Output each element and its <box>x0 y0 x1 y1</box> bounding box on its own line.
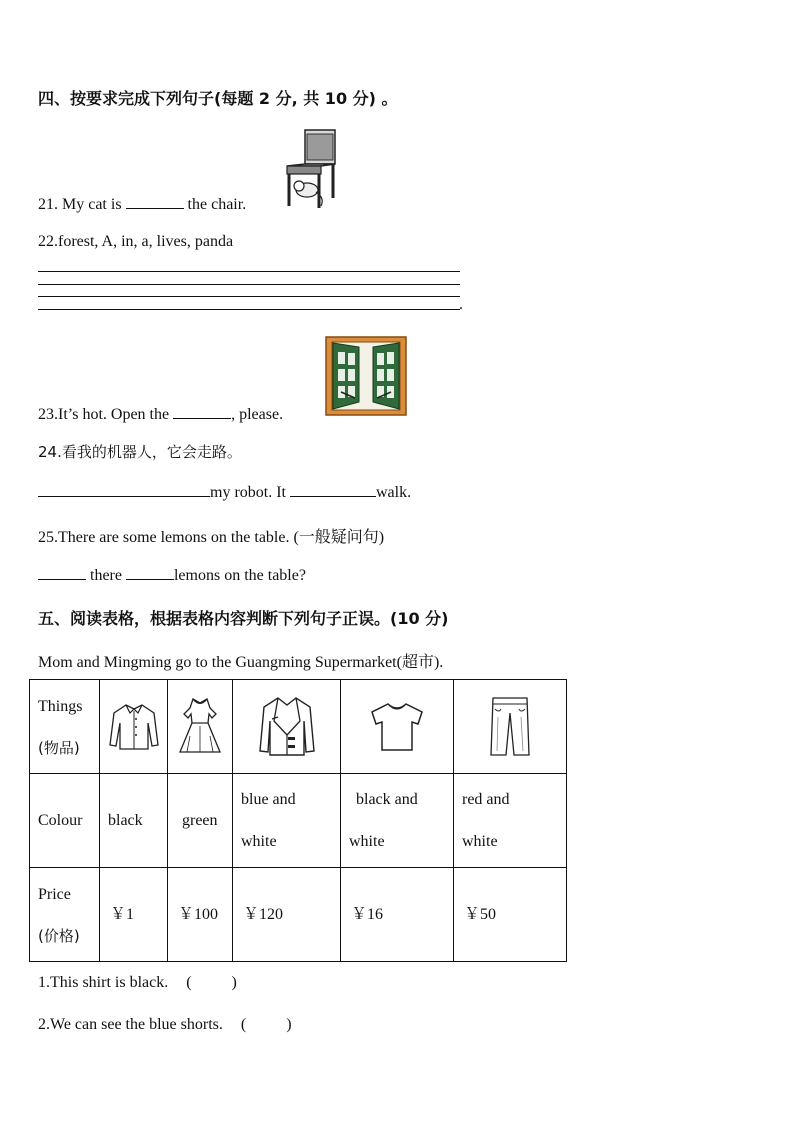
statement-2 <box>38 1016 292 1034</box>
q21-after: the chair. <box>187 196 247 213</box>
q22-answer-line-4[interactable] <box>38 309 460 310</box>
price-label-cn: (价格) <box>38 926 80 945</box>
colour-tshirt-line2: white <box>349 832 385 850</box>
price-row <box>30 868 567 962</box>
things-label-cn: (物品) <box>38 738 80 757</box>
colour-cell-dress <box>168 774 233 868</box>
thing-cell-jacket <box>233 680 341 774</box>
q22-answer-line-1[interactable] <box>38 271 460 272</box>
price-cell-tshirt <box>341 868 454 962</box>
chair-with-cat-picture <box>283 128 339 215</box>
statement-1-answer-paren[interactable]: ( ) <box>186 974 237 991</box>
price-cell-dress <box>168 868 233 962</box>
q25-answer-blank-1[interactable] <box>38 565 86 580</box>
colour-jacket-line2: white <box>241 832 277 850</box>
q25-answer-blank-2[interactable] <box>126 565 174 580</box>
price-cell-trousers <box>454 868 567 962</box>
things-label: Things <box>38 697 83 715</box>
question-24-prompt: 24.看我的机器人，它会走路。 <box>38 443 242 461</box>
q22-end-period: . <box>459 296 463 313</box>
price-label: Price <box>38 885 71 903</box>
q24-answer-blank-1[interactable] <box>38 482 210 497</box>
window-icon <box>325 336 407 416</box>
question-23 <box>38 404 283 424</box>
q25-mid: there <box>90 567 122 584</box>
window-picture <box>325 336 407 421</box>
trousers-icon <box>487 695 533 759</box>
colour-cell-jacket <box>233 774 341 868</box>
jacket-icon <box>258 695 316 759</box>
q22-answer-line-2[interactable] <box>38 284 460 285</box>
chair-icon <box>283 128 339 210</box>
thing-cell-shirt <box>100 680 168 774</box>
things-row <box>30 680 567 774</box>
price-shirt: ￥1 <box>110 905 135 923</box>
q24-answer-blank-2[interactable] <box>290 482 376 497</box>
section5-intro: Mom and Mingming go to the Guangming Supermarket(超市). <box>38 654 444 671</box>
colour-header-cell <box>30 774 100 868</box>
section4-heading: 四、按要求完成下列句子(每题 2 分, 共 10 分) 。 <box>38 89 398 108</box>
colour-cell-tshirt <box>341 774 454 868</box>
colour-label: Colour <box>38 811 83 829</box>
statement-1-text: 1.This shirt is black. <box>38 974 169 991</box>
shirt-icon <box>108 701 160 753</box>
price-jacket: ￥120 <box>243 905 284 923</box>
q23-after: , please. <box>231 406 284 423</box>
price-trousers: ￥50 <box>464 905 497 923</box>
q24-end: walk. <box>376 484 412 501</box>
thing-cell-tshirt <box>341 680 454 774</box>
statement-1 <box>38 974 237 992</box>
statement-2-text: 2.We can see the blue shorts. <box>38 1016 223 1033</box>
colour-row <box>30 774 567 868</box>
price-cell-shirt <box>100 868 168 962</box>
thing-cell-trousers <box>454 680 567 774</box>
q21-before: 21. My cat is <box>38 196 122 213</box>
colour-trousers-line1: red and <box>462 790 510 808</box>
q24-mid: my robot. It <box>210 484 286 501</box>
question-25-answer <box>38 565 306 585</box>
colour-tshirt-line1: black and <box>356 790 418 808</box>
question-21 <box>38 194 246 214</box>
dress-icon <box>176 696 224 758</box>
q23-answer-blank[interactable] <box>173 404 231 419</box>
q21-answer-blank[interactable] <box>126 194 184 209</box>
statement-2-answer-paren[interactable]: ( ) <box>240 1016 292 1033</box>
q25-end: lemons on the table? <box>173 567 306 584</box>
thing-cell-dress <box>168 680 233 774</box>
tshirt-icon <box>368 700 426 754</box>
price-header-cell <box>30 868 100 962</box>
price-tshirt: ￥16 <box>351 905 384 923</box>
q23-before: 23.It’s hot. Open the <box>38 406 170 423</box>
colour-shirt: black <box>108 811 143 829</box>
colour-cell-shirt <box>100 774 168 868</box>
colour-trousers-line2: white <box>462 832 498 850</box>
colour-cell-trousers <box>454 774 567 868</box>
colour-jacket-line1: blue and <box>241 790 296 808</box>
colour-dress: green <box>182 811 218 829</box>
question-25-prompt: 25.There are some lemons on the table. (一般疑问句) <box>38 529 385 546</box>
things-table <box>29 679 567 962</box>
price-dress: ￥100 <box>178 905 219 923</box>
price-cell-jacket <box>233 868 341 962</box>
question-22-prompt: 22.forest, A, in, a, lives, panda <box>38 233 234 250</box>
question-24-answer <box>38 482 411 502</box>
q22-answer-line-3[interactable] <box>38 296 460 297</box>
section5-heading: 五、阅读表格，根据表格内容判断下列句子正误。(10 分) <box>38 609 449 628</box>
things-header-cell <box>30 680 100 774</box>
